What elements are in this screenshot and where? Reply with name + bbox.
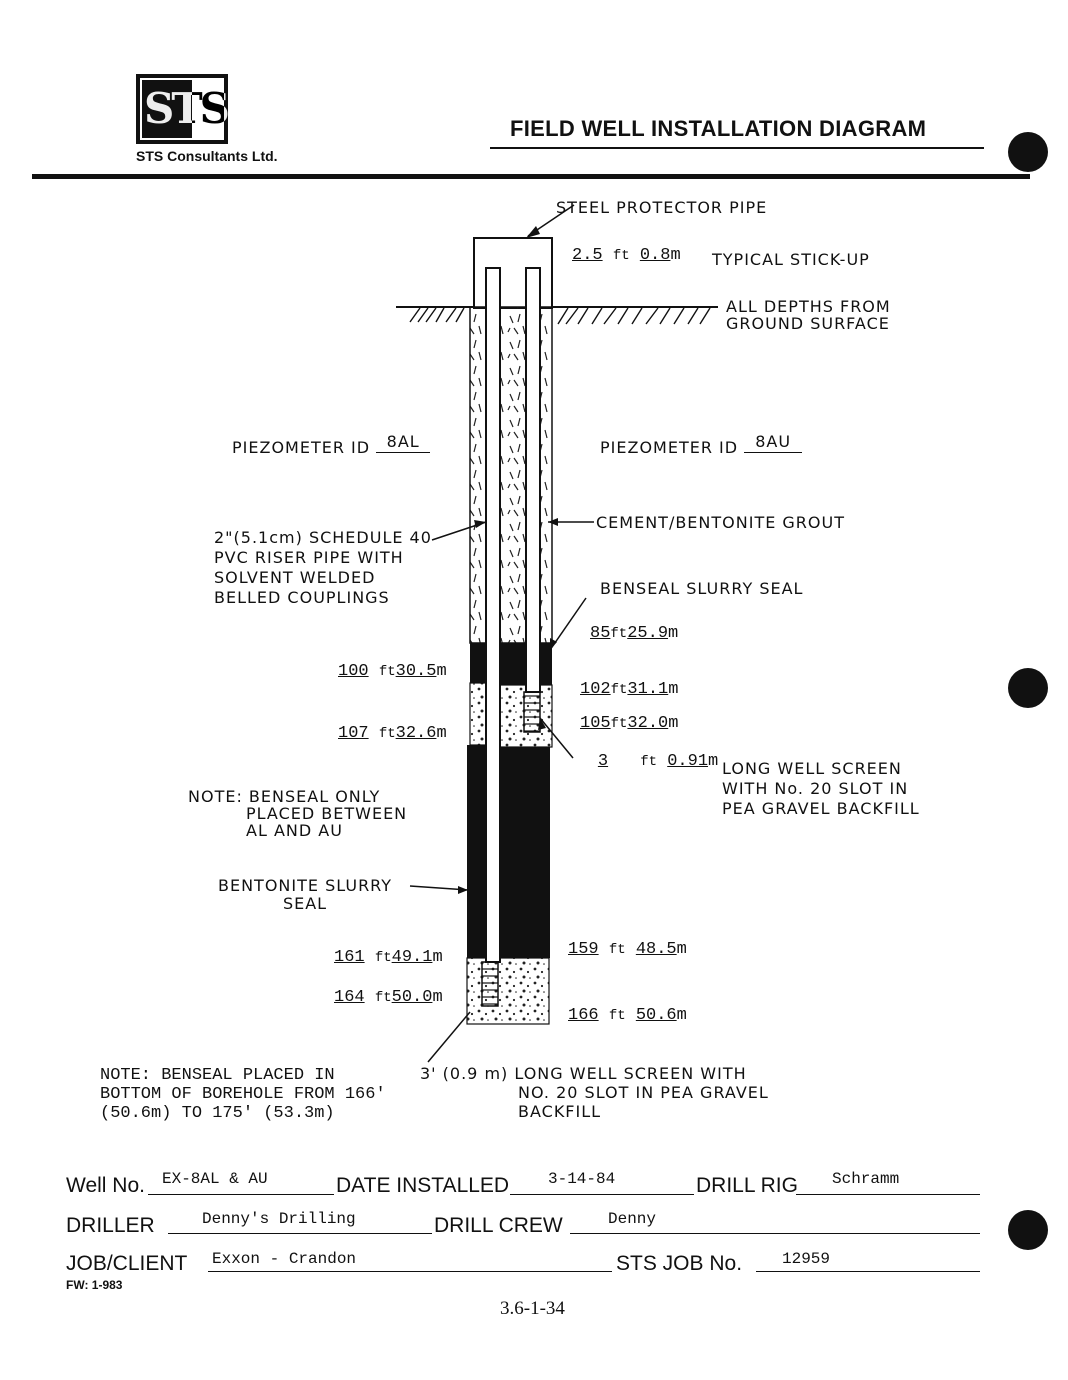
depth-159: [568, 940, 687, 959]
grout-label: CEMENT/BENTONITE GROUT: [596, 513, 845, 532]
depth-85: [590, 624, 678, 643]
depth-102-ft-unit: ft: [610, 682, 628, 698]
riser-pipe-au: [526, 268, 540, 692]
lower-screen-line1: 3' (0.9 m) LONG WELL SCREEN WITH: [420, 1064, 747, 1083]
bentonite-seal-line1: BENTONITE SLURRY: [218, 876, 393, 895]
piezometer-right-value: 8AU: [744, 432, 802, 453]
depth-159-ft-unit: ft: [608, 942, 626, 958]
company-name: STS Consultants Ltd.: [136, 148, 278, 164]
driller-label: DRILLER: [66, 1214, 155, 1237]
depth-105: [580, 714, 678, 733]
depth-102-m-unit: m: [668, 680, 679, 699]
riser-pipe-line4: BELLED COUPLINGS: [214, 588, 390, 607]
stickup-m: 0.8: [639, 246, 671, 265]
lower-screen-label: [420, 1064, 769, 1121]
steel-protector-pipe-label: STEEL PROTECTOR PIPE: [556, 198, 768, 217]
riser-pipe-al: [486, 268, 500, 962]
note-benseal: [188, 788, 407, 839]
depth-102-m: 31.1: [627, 680, 669, 699]
upper-screen-length: [576, 752, 718, 771]
date-installed-line: [510, 1194, 694, 1195]
riser-pipe-line3: SOLVENT WELDED: [214, 568, 376, 587]
page-title: FIELD WELL INSTALLATION DIAGRAM: [510, 116, 927, 141]
typical-stickup-label: TYPICAL STICK-UP: [712, 250, 870, 269]
depths-note-line1: ALL DEPTHS FROM: [726, 297, 891, 316]
bentonite-seal-label: [218, 877, 392, 913]
depth-161-ft-unit: ft: [374, 950, 392, 966]
stickup-ft: 2.5: [572, 246, 603, 265]
depth-85-ft: 85: [590, 624, 611, 643]
note-benseal-line2: PLACED BETWEEN: [246, 804, 408, 823]
left-grout: [470, 307, 486, 643]
well-no-value: EX-8AL & AU: [162, 1170, 268, 1188]
depth-164-m-unit: m: [432, 988, 443, 1007]
bentonite-slurry-left: [467, 745, 486, 958]
depth-166: [568, 1006, 687, 1025]
depth-164: [334, 988, 443, 1007]
lower-screen-line3: BACKFILL: [518, 1102, 602, 1121]
depth-107-m-unit: m: [436, 724, 447, 743]
note-bottom: [100, 1066, 386, 1123]
well-no-label: Well No.: [66, 1174, 145, 1197]
depth-159-m-unit: m: [676, 940, 687, 959]
depth-85-m: 25.9: [627, 624, 669, 643]
sts-job-value: 12959: [782, 1250, 831, 1268]
sts-job-line: [756, 1271, 980, 1272]
piezometer-left-value: 8AL: [376, 432, 430, 453]
lower-well-screen: [482, 962, 498, 1006]
depth-161-m: 49.1: [391, 948, 433, 967]
depth-161: [334, 948, 443, 967]
note-bottom-line1: NOTE: BENSEAL PLACED IN: [100, 1066, 335, 1085]
depth-100-m: 30.5: [395, 662, 437, 681]
piezometer-right: [600, 432, 802, 459]
depth-107: [338, 724, 447, 743]
drill-crew-value: Denny: [608, 1210, 657, 1228]
depth-164-ft-unit: ft: [374, 990, 392, 1006]
drill-rig-line: [796, 1194, 980, 1195]
upper-screen-line3: PEA GRAVEL BACKFILL: [722, 799, 920, 818]
piezometer-left-label: PIEZOMETER ID: [232, 438, 371, 457]
note-bottom-line2: BOTTOM OF BOREHOLE FROM 166': [100, 1085, 386, 1104]
well-no-line: [148, 1194, 334, 1195]
depth-166-m-unit: m: [676, 1006, 687, 1025]
note-benseal-line1: NOTE: BENSEAL ONLY: [188, 787, 381, 806]
riser-pipe-label: [214, 528, 432, 608]
job-client-label: JOB/CLIENT: [66, 1252, 188, 1275]
depth-166-ft: 166: [568, 1006, 599, 1025]
depth-102: [580, 680, 678, 699]
depth-107-m: 32.6: [395, 724, 437, 743]
drill-rig-value: Schramm: [832, 1170, 900, 1188]
depth-85-m-unit: m: [668, 624, 679, 643]
logo-text: STS: [144, 84, 227, 133]
riser-pipe-line2: PVC RISER PIPE WITH: [214, 548, 404, 567]
upper-well-screen: [524, 692, 540, 732]
upper-screen-line2: WITH No. 20 SLOT IN: [722, 779, 909, 798]
stickup-dims: [572, 246, 681, 265]
drill-crew-line: [570, 1233, 980, 1234]
driller-line: [168, 1233, 432, 1234]
ground-hatching: [410, 308, 710, 324]
date-installed-value: 3-14-84: [548, 1170, 616, 1188]
note-bottom-line3: (50.6m) TO 175' (53.3m): [100, 1104, 335, 1123]
page-number: 3.6-1-34: [500, 1298, 565, 1319]
stickup-ft-unit: ft: [612, 248, 630, 264]
upper-screen-ft-unit: ft: [640, 754, 658, 770]
depth-166-ft-unit: ft: [608, 1008, 626, 1024]
sts-job-label: STS JOB No.: [616, 1252, 743, 1275]
job-client-value: Exxon - Crandon: [212, 1250, 357, 1268]
riser-pipe-line1: 2"(5.1cm) SCHEDULE 40: [214, 528, 432, 547]
pea-gravel-upper-left: [470, 683, 486, 745]
depth-107-ft: 107: [338, 724, 369, 743]
stickup-m-unit: m: [670, 246, 681, 265]
pea-gravel-lower: [467, 958, 549, 1024]
benseal-seal-center: [496, 643, 552, 685]
depth-100: [338, 662, 447, 681]
bentonite-seal-line2: SEAL: [282, 894, 328, 913]
depth-164-m: 50.0: [391, 988, 433, 1007]
date-installed-label: DATE INSTALLED: [336, 1174, 510, 1197]
depth-164-ft: 164: [334, 988, 365, 1007]
upper-screen-m: 0.91: [667, 752, 709, 771]
drill-crew-label: DRILL CREW: [434, 1214, 563, 1237]
depth-166-m: 50.6: [635, 1006, 677, 1025]
depth-105-m-unit: m: [668, 714, 679, 733]
job-client-line: [208, 1271, 612, 1272]
note-benseal-line3: AL AND AU: [246, 821, 343, 840]
lower-screen-line2: NO. 20 SLOT IN PEA GRAVEL: [518, 1083, 769, 1102]
benseal-slurry-seal-label: BENSEAL SLURRY SEAL: [600, 579, 804, 598]
depth-105-ft: 105: [580, 714, 611, 733]
depths-note-line2: GROUND SURFACE: [726, 314, 890, 333]
depth-159-m: 48.5: [635, 940, 677, 959]
depth-105-ft-unit: ft: [610, 716, 628, 732]
depth-161-m-unit: m: [432, 948, 443, 967]
depth-159-ft: 159: [568, 940, 599, 959]
depth-100-ft: 100: [338, 662, 369, 681]
benseal-seal-upper: [470, 643, 486, 683]
depth-105-m: 32.0: [627, 714, 669, 733]
upper-screen-line1: LONG WELL SCREEN: [722, 759, 902, 778]
drill-rig-label: DRILL RIG: [696, 1174, 798, 1197]
center-grout: [500, 307, 526, 643]
piezometer-left: [232, 432, 430, 459]
upper-screen-ft: 3: [597, 752, 609, 771]
form-code: FW: 1-983: [66, 1278, 123, 1292]
depth-100-m-unit: m: [436, 662, 447, 681]
piezometer-right-label: PIEZOMETER ID: [600, 438, 739, 457]
depth-85-ft-unit: ft: [610, 626, 628, 642]
upper-screen-m-unit: m: [708, 752, 719, 771]
depth-161-ft: 161: [334, 948, 365, 967]
driller-value: Denny's Drilling: [202, 1210, 356, 1228]
bentonite-slurry-center: [496, 747, 550, 958]
depth-100-ft-unit: ft: [378, 664, 396, 680]
depth-102-ft: 102: [580, 680, 611, 699]
depth-107-ft-unit: ft: [378, 726, 396, 742]
right-grout: [540, 307, 552, 643]
upper-screen-label: [722, 759, 920, 819]
